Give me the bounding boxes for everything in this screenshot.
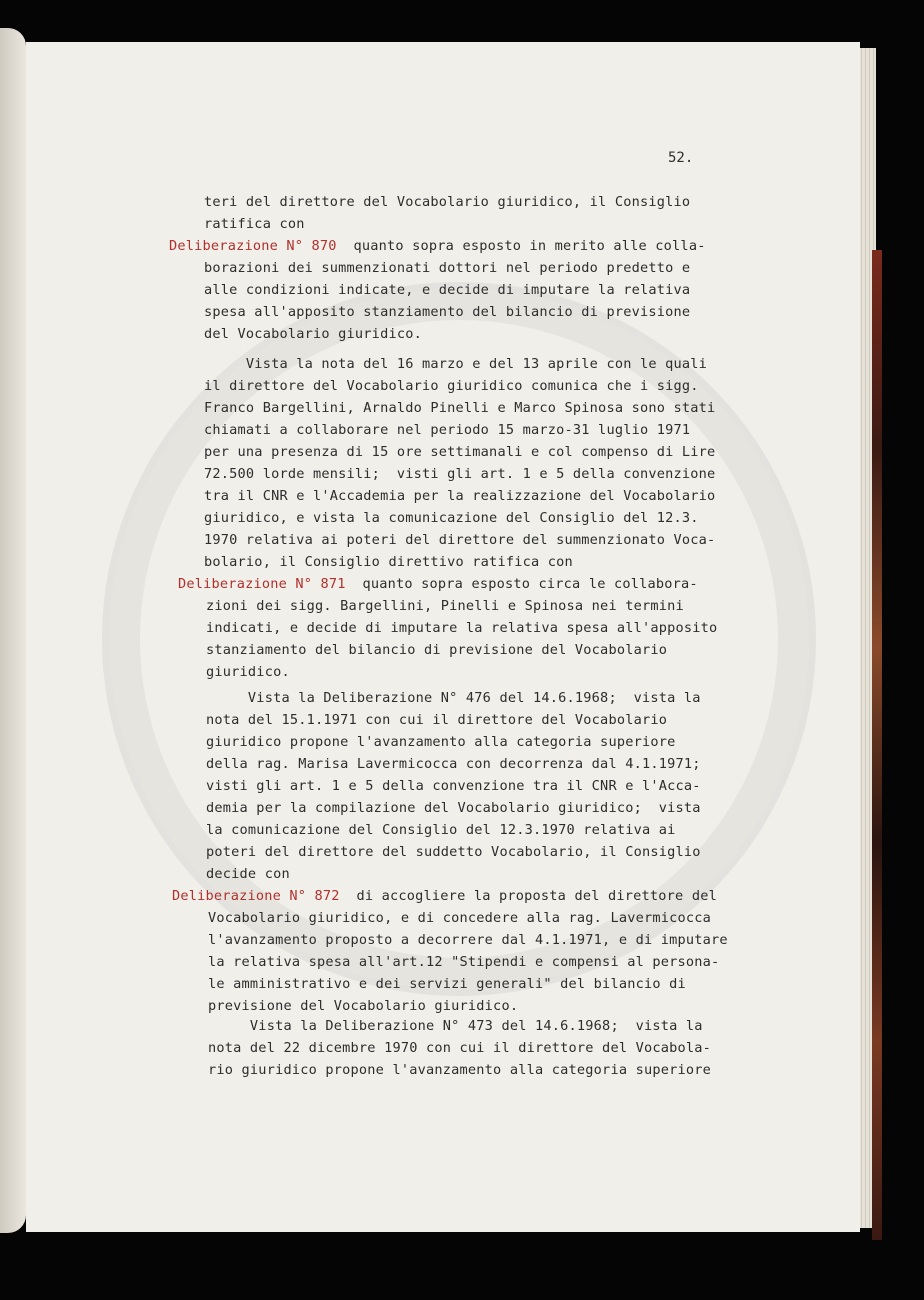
line-text: l'avanzamento proposto a decorrere dal 4.1.1971, e di imputare xyxy=(208,932,728,948)
text-line xyxy=(204,282,690,298)
marbled-cover-edge xyxy=(872,250,882,1240)
text-line xyxy=(204,444,715,460)
line-text: 1970 relativa ai poteri del direttore del summenzionato Voca- xyxy=(204,532,716,548)
line-text: zioni dei sigg. Bargellini, Pinelli e Spinosa nei termini xyxy=(206,598,684,614)
deliberation-line xyxy=(172,888,717,904)
text-line xyxy=(206,822,676,838)
text-line xyxy=(204,378,699,394)
line-text: giuridico, e vista la comunicazione del Consiglio del 12.3. xyxy=(204,510,699,526)
line-text: della rag. Marisa Lavermicocca con decorrenza dal 4.1.1971; xyxy=(206,756,701,772)
text-line xyxy=(206,800,701,816)
line-text: alle condizioni indicate, e decide di imputare la relativa xyxy=(204,282,691,298)
text-line xyxy=(208,998,518,1014)
line-text: la relativa spesa all'art.12 "Stipendi e compensi al persona- xyxy=(208,954,720,970)
line-text: borazioni dei summenzionati dottori nel periodo predetto e xyxy=(204,260,691,276)
text-line xyxy=(204,260,690,276)
deliberation-label: Deliberazione N° 871 xyxy=(178,576,346,592)
line-text: nota del 15.1.1971 con cui il direttore del Vocabolario xyxy=(206,712,668,728)
text-line xyxy=(204,194,690,210)
page-number: 52. xyxy=(668,150,694,166)
text-line xyxy=(204,488,715,504)
line-text: giuridico. xyxy=(206,664,290,680)
text-line xyxy=(204,554,573,570)
text-line xyxy=(208,1062,711,1078)
line-text: tra il CNR e l'Accademia per la realizzazione del Vocabolario xyxy=(204,488,716,504)
text-line xyxy=(206,664,290,680)
line-text: demia per la compilazione del Vocabolario giuridico; vista xyxy=(206,800,701,816)
line-text: la comunicazione del Consiglio del 12.3.1970 relativa ai xyxy=(206,822,676,838)
line-text: Vista la Deliberazione N° 476 del 14.6.1968; vista la xyxy=(206,690,701,706)
line-text: poteri del direttore del suddetto Vocabolario, il Consiglio xyxy=(206,844,701,860)
line-text: decide con xyxy=(206,866,290,882)
document-page xyxy=(26,42,860,1232)
text-line xyxy=(204,466,715,482)
text-line xyxy=(206,734,676,750)
text-line xyxy=(208,1040,711,1056)
line-text: del Vocabolario giuridico. xyxy=(204,326,422,342)
deliberation-label: Deliberazione N° 872 xyxy=(172,888,340,904)
line-text: Vista la Deliberazione N° 473 del 14.6.1968; vista la xyxy=(208,1018,703,1034)
line-text: visti gli art. 1 e 5 della convenzione tra il CNR e l'Acca- xyxy=(206,778,701,794)
text-line xyxy=(204,400,715,416)
left-page-edge xyxy=(0,28,26,1233)
text-line xyxy=(204,422,690,438)
text-line xyxy=(208,976,686,992)
text-line xyxy=(206,690,701,706)
line-text: nota del 22 dicembre 1970 con cui il direttore del Vocabola- xyxy=(208,1040,712,1056)
deliberation-line xyxy=(169,238,706,254)
line-text: previsione del Vocabolario giuridico. xyxy=(208,998,519,1014)
line-text: le amministrativo e dei servizi generali" del bilancio di xyxy=(208,976,686,992)
text-line xyxy=(208,954,719,970)
text-line xyxy=(204,532,715,548)
line-text: rio giuridico propone l'avanzamento alla categoria superiore xyxy=(208,1062,712,1078)
line-text: di accogliere la proposta del direttore del xyxy=(339,888,717,904)
line-text: teri del direttore del Vocabolario giuridico, il Consiglio xyxy=(204,194,691,210)
text-line xyxy=(206,844,701,860)
text-line xyxy=(206,866,290,882)
line-text: stanziamento del bilancio di previsione del Vocabolario xyxy=(206,642,668,658)
text-line xyxy=(208,932,728,948)
line-text: indicati, e decide di imputare la relativa spesa all'apposito xyxy=(206,620,718,636)
text-line xyxy=(206,712,667,728)
line-text: Franco Bargellini, Arnaldo Pinelli e Marco Spinosa sono stati xyxy=(204,400,716,416)
line-text: il direttore del Vocabolario giuridico comunica che i sigg. xyxy=(204,378,699,394)
text-line xyxy=(204,510,699,526)
line-text: Vocabolario giuridico, e di concedere alla rag. Lavermicocca xyxy=(208,910,712,926)
text-line xyxy=(206,778,701,794)
text-line xyxy=(204,216,305,232)
deliberation-label: Deliberazione N° 870 xyxy=(169,238,337,254)
line-text: chiamati a collaborare nel periodo 15 marzo-31 luglio 1971 xyxy=(204,422,691,438)
line-text: quanto sopra esposto circa le collabora- xyxy=(345,576,698,592)
line-text: bolario, il Consiglio direttivo ratifica con xyxy=(204,554,573,570)
text-line xyxy=(204,326,422,342)
line-text: per una presenza di 15 ore settimanali e col compenso di Lire xyxy=(204,444,716,460)
line-text: Vista la nota del 16 marzo e del 13 aprile con le quali xyxy=(204,356,708,372)
line-text: quanto sopra esposto in merito alle colla- xyxy=(336,238,706,254)
text-line xyxy=(208,1018,703,1034)
text-line xyxy=(206,598,684,614)
text-line xyxy=(208,910,711,926)
text-line xyxy=(206,642,667,658)
text-line xyxy=(206,756,701,772)
line-text: ratifica con xyxy=(204,216,305,232)
text-line xyxy=(204,304,690,320)
deliberation-line xyxy=(178,576,698,592)
text-line xyxy=(206,620,717,636)
line-text: 72.500 lorde mensili; visti gli art. 1 e 5 della convenzione xyxy=(204,466,716,482)
line-text: giuridico propone l'avanzamento alla categoria superiore xyxy=(206,734,676,750)
text-line xyxy=(204,356,707,372)
line-text: spesa all'apposito stanziamento del bilancio di previsione xyxy=(204,304,691,320)
